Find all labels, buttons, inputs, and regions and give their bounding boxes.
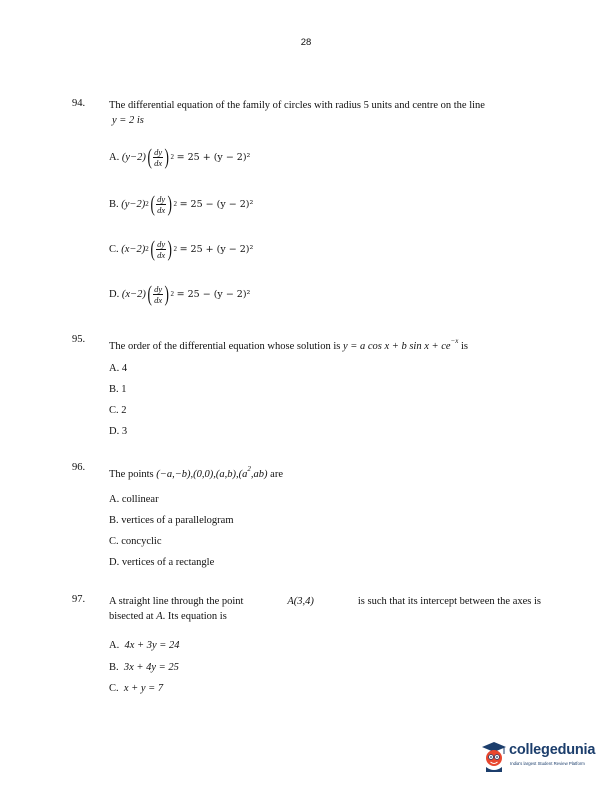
- fraction-numerator: dy: [154, 283, 163, 294]
- question-text: [109, 334, 541, 354]
- option-rhs: = 25 − (y − 2)²: [179, 198, 254, 210]
- option-c: C. x + y = 7: [109, 683, 164, 694]
- option-b: B. (y−2) 2 ( $\frac{dy}{dx}$ ) 2 = 25 − (y − 2)²: [109, 191, 254, 216]
- fraction-numerator: dy: [157, 238, 166, 249]
- option-lhs: (y−2): [121, 198, 146, 210]
- question-number: 97.: [72, 594, 86, 605]
- option-label: A.: [109, 151, 120, 163]
- option-label: C.: [109, 243, 119, 255]
- option-rhs: = 25 + (y − 2)²: [176, 151, 251, 163]
- option-b: B. 3x + 4y = 25: [109, 662, 179, 673]
- fraction-numerator: dy: [154, 146, 163, 157]
- question-text-line: y = 2 is: [112, 115, 144, 126]
- question-text: [109, 462, 541, 482]
- option-lhs: (x−2): [121, 288, 146, 300]
- option-label: B.: [109, 198, 119, 210]
- graduate-mascot-icon: [480, 739, 510, 775]
- question-point: A: [156, 611, 163, 622]
- question-number: 95.: [72, 334, 86, 345]
- fraction-exponent: 2: [170, 153, 175, 161]
- option-c: C. concyclic: [109, 536, 162, 547]
- option-d: D. 3: [109, 426, 128, 437]
- question-equation-exponent: 2: [247, 465, 251, 473]
- option-a: A. (y−2) ( $\frac{dy}{dx}$ ) 2 = 25 + (y − 2)²: [109, 144, 251, 169]
- fraction-numerator: dy: [157, 193, 166, 204]
- option-b: B. 1: [109, 384, 127, 395]
- option-rhs: = 25 − (y − 2)²: [176, 288, 251, 300]
- question-text: [109, 98, 541, 128]
- question-text-line: bisected at: [109, 611, 154, 622]
- fraction-denominator: dx: [154, 157, 163, 168]
- question-text-line: The order of the differential equation whose solution is: [109, 341, 341, 352]
- option-lhs-exponent: 2: [145, 245, 149, 253]
- fraction-exponent: 2: [170, 290, 175, 298]
- question-text-line: A straight line through the point: [109, 596, 244, 607]
- fraction-exponent: 2: [173, 245, 177, 253]
- question-text-end: is: [460, 341, 468, 352]
- fraction-exponent: 2: [173, 200, 177, 208]
- option-lhs: (y−2): [121, 151, 146, 163]
- option-c: C. 2: [109, 405, 127, 416]
- question-text-end: are: [270, 469, 283, 480]
- fraction-denominator: dx: [157, 249, 166, 260]
- fraction-denominator: dx: [157, 204, 166, 215]
- page-number: 28: [300, 37, 312, 48]
- option-lhs: (x−2): [121, 243, 146, 255]
- question-equation-end: ,ab): [250, 469, 268, 480]
- question-text-line: The differential equation of the family of circles with radius 5 units and centre on the line: [109, 100, 485, 111]
- question-text-line: is such that its intercept between the axes is: [357, 596, 541, 607]
- question-equation: y = a cos x + b sin x + ce: [342, 341, 451, 352]
- question-text: [109, 594, 541, 624]
- question-number: 96.: [72, 462, 86, 473]
- brand-name: collegedunia: [509, 742, 596, 758]
- option-c: C. (x−2) 2 ( $\frac{dy}{dx}$ ) 2 = 25 + (y − 2)²: [109, 236, 254, 261]
- question-text-line: The points: [109, 469, 154, 480]
- question-point: A(3,4): [287, 596, 314, 607]
- option-b: B. vertices of a parallelogram: [109, 515, 234, 526]
- fraction-denominator: dx: [154, 294, 163, 305]
- option-label: D.: [109, 288, 120, 300]
- option-a: A. collinear: [109, 494, 159, 505]
- question-equation-exponent: −x: [450, 337, 459, 345]
- question-number: 94.: [72, 98, 86, 109]
- question-equation: (−a,−b),(0,0),(a,b),(a: [156, 469, 248, 480]
- option-lhs-exponent: 2: [145, 200, 149, 208]
- option-rhs: = 25 + (y − 2)²: [179, 243, 254, 255]
- question-text-end: . Its equation is: [162, 611, 227, 622]
- brand-tagline: India's largest Student Review Platform: [510, 761, 585, 766]
- option-a: A. 4: [109, 363, 128, 374]
- collegedunia-logo: [480, 739, 602, 779]
- option-d: D. vertices of a rectangle: [109, 557, 215, 568]
- option-a: A. 4x + 3y = 24: [109, 640, 180, 651]
- option-d: D. (x−2) ( $\frac{dy}{dx}$ ) 2 = 25 − (y − 2)²: [109, 281, 251, 306]
